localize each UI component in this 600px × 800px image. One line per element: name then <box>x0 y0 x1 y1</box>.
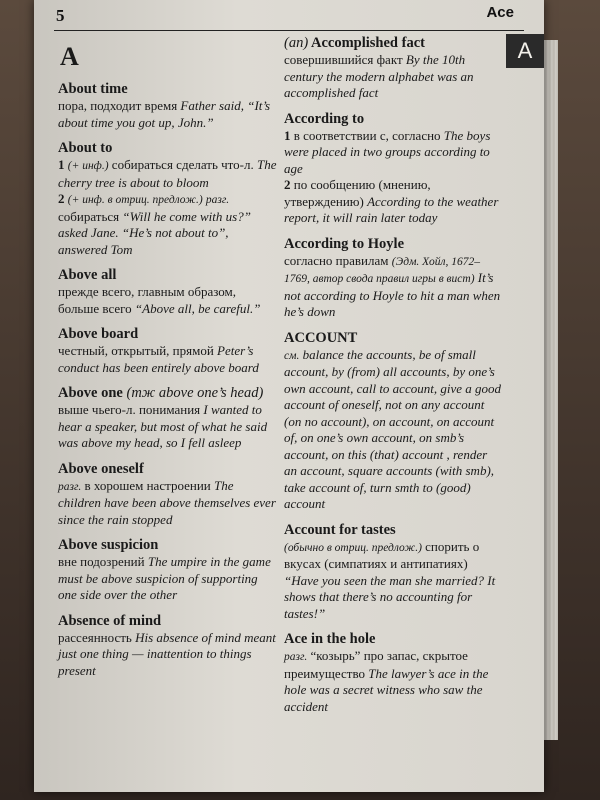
running-head: Ace <box>486 4 514 21</box>
entry-about-time <box>58 80 278 131</box>
header-rule <box>54 30 524 31</box>
entry-definition: честный, открытый, прямой Peter’s conduct has been entirely above board <box>58 343 259 375</box>
entry-absence-of-mind <box>58 612 278 680</box>
entry-definition: 1 в соответствии с, согласно The boys were placed in two groups according to age 2 по сообщению (мнению, утверждению) According to the weather report, it will rain later today <box>284 127 499 225</box>
entry-headword: Absence of mind <box>58 612 162 629</box>
entry-definition: выше чьего-л. понимания I wanted to hear a speaker, but most of what he said was above my head, so I fell asleep <box>58 402 268 450</box>
entry-headword: According to <box>284 110 365 127</box>
page-edges <box>544 40 558 740</box>
entry-definition: согласно правилам (Эдм. Хойл, 1672–1769, автор свода правил игры в вист) It’s not according to Hoyle to hit a man when he’s down <box>284 252 501 319</box>
entry-account-for-tastes <box>284 521 502 623</box>
entry-definition: (обычно в отриц. предлож.) спорить о вкусах (симпатиях и антипатиях) “Have you seen the man she married? It shows that there’s no accounting for tastes!” <box>284 538 496 621</box>
entry-headword: Above board <box>58 326 139 342</box>
right-column <box>284 34 502 723</box>
entry-definition: прежде всего, главным образом, больше всего “Above all, be careful.” <box>58 284 261 316</box>
entry-about-to <box>58 139 278 258</box>
entry-above-oneself <box>58 460 278 529</box>
entry-according-to <box>284 110 502 227</box>
entry-headword: Above suspicion <box>58 537 159 553</box>
entry-definition: рассеянность His absence of mind meant just one thing — inattention to things present <box>58 629 276 678</box>
entry-ace-in-the-hole <box>284 630 502 715</box>
entry-account <box>284 329 502 513</box>
entry-above-board <box>58 325 278 376</box>
entry-definition: совершившийся факт By the 10th century the modern alphabet was an accomplished fact <box>284 52 474 100</box>
entry-above-suspicion <box>58 536 278 604</box>
entry-headword: About to <box>58 140 113 156</box>
entry-headword: Above all <box>58 267 117 283</box>
entry-headword: Above one (тж above one’s head) <box>58 385 264 401</box>
thumb-index-tab: A <box>506 34 544 68</box>
entry-headword: Above oneself <box>58 460 144 477</box>
entry-headword: Account for tastes <box>284 521 396 538</box>
left-column <box>58 34 278 687</box>
entry-headword: About time <box>58 81 128 97</box>
entry-definition: вне подозрений The umpire in the game must be above suspicion of supporting one side over the other <box>58 554 271 602</box>
entry-definition: 1 (+ инф.) собираться сделать что-л. The cherry tree is about to bloom 2 (+ инф. в отриц. предлож.) разг. собираться “Will he come with us?” asked Jane. “He’s not about to”, answered Tom <box>58 157 277 257</box>
entry-headword: ACCOUNT <box>284 329 358 346</box>
entry-definition: пора, подходит время Father said, “It’s about time you got up, John.” <box>58 98 271 130</box>
section-letter: A <box>60 42 79 71</box>
entry-definition: разг. “козырь” про запас, скрытое преимущество The lawyer’s ace in the hole was a secret witness who saw the accident <box>284 648 489 714</box>
entry-above-one <box>58 384 278 452</box>
page-number: 5 <box>56 6 65 25</box>
entry-headword: (an) Accomplished fact <box>284 35 425 51</box>
entry-according-to-hoyle <box>284 235 502 321</box>
entry-accomplished-fact <box>284 34 502 102</box>
entry-definition: см. balance the accounts, be of small account, by (from) all accounts, by one’s own account, call to account, give a good account of oneself, not on any account (on no account), on account, on account of, on one’s own account, on smb’s account, on this (that) account , render an account, square accounts (with smb), take account of, turn smth to (good) account <box>284 346 501 511</box>
entry-above-all <box>58 266 278 317</box>
entry-headword: Ace in the hole <box>284 631 376 647</box>
example: Father said, “It’s about time you got up, John.” <box>58 98 271 130</box>
entry-headword: According to Hoyle <box>284 235 405 252</box>
entry-definition: разг. в хорошем настроении The children have been above themselves ever since the rain stopped <box>58 477 276 527</box>
dictionary-page <box>34 0 544 792</box>
